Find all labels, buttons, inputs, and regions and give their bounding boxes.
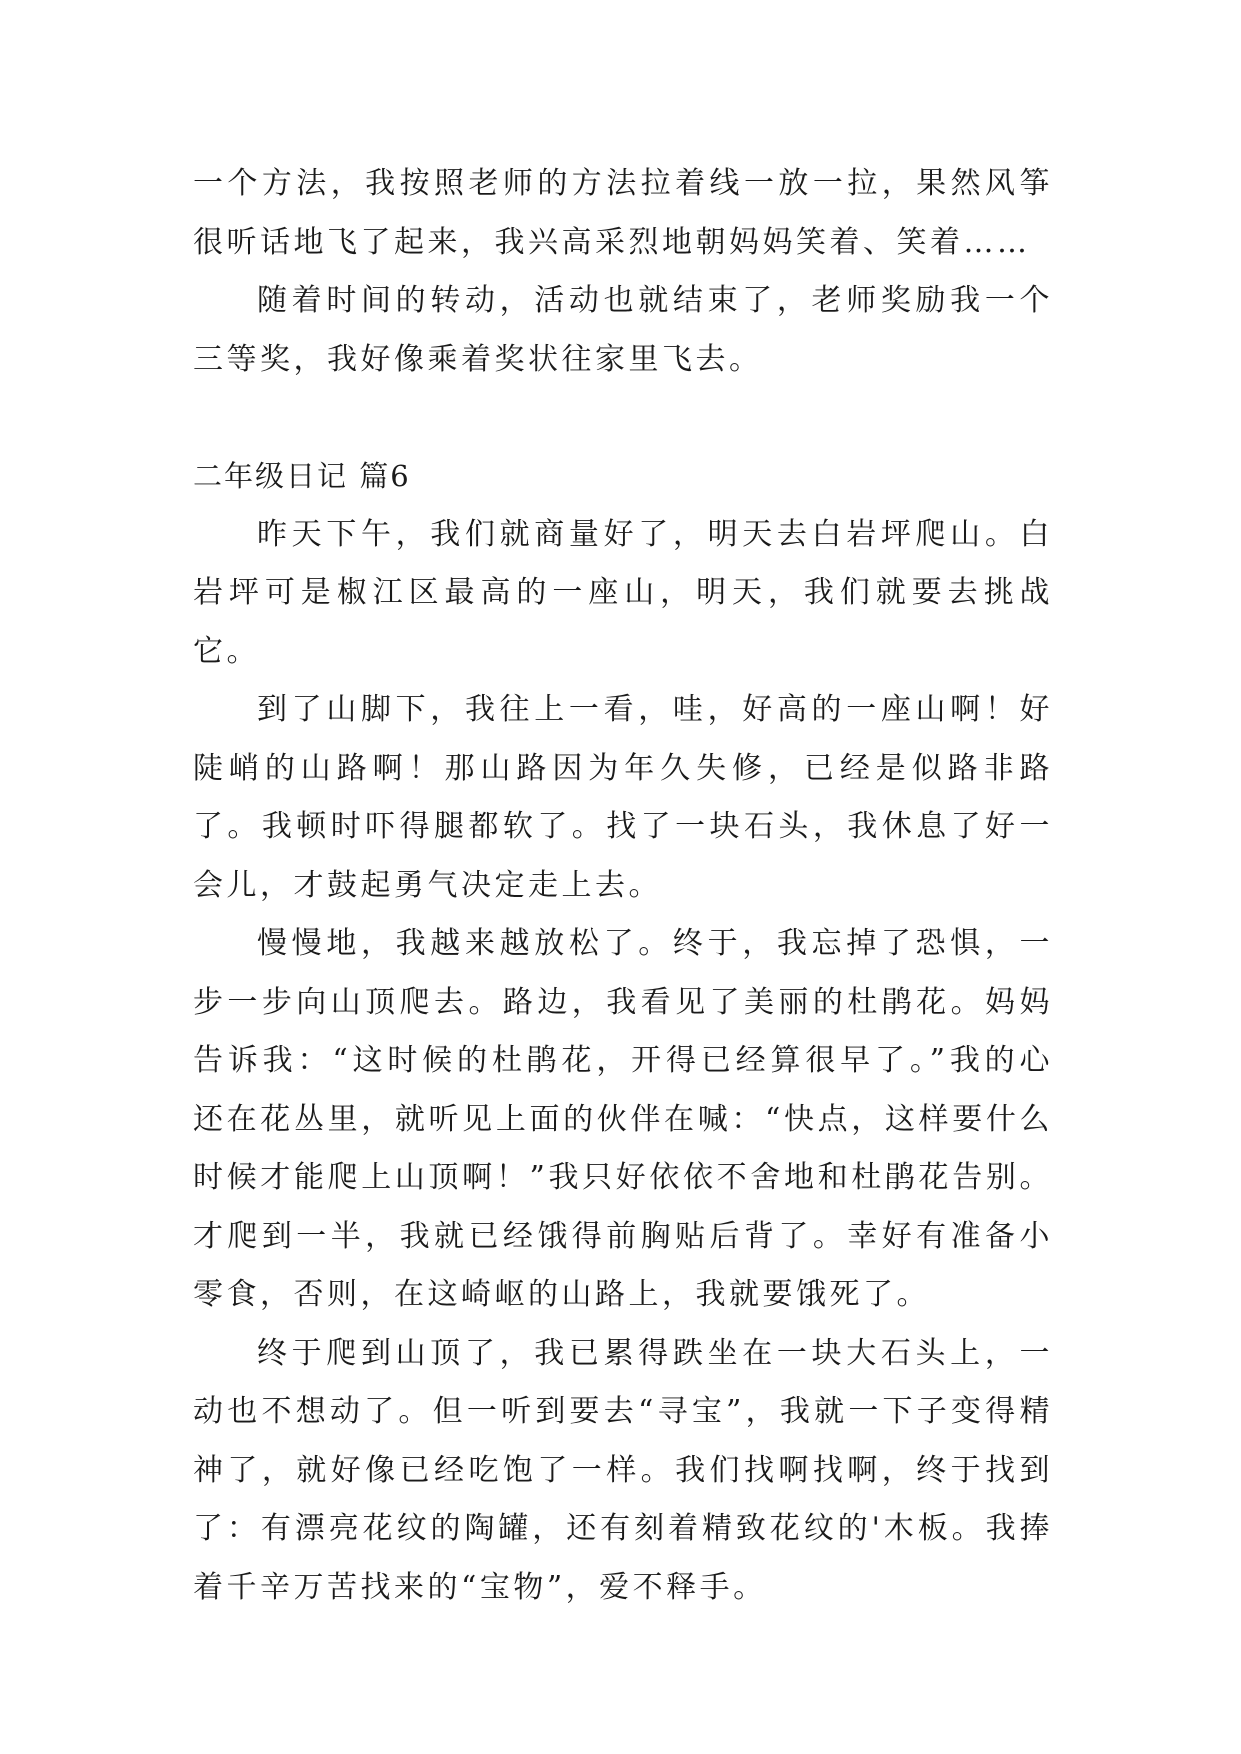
continued-paragraph: 一个方法，我按照老师的方法拉着线一放一拉，果然风筝很听话地飞了起来，我兴高采烈地朝妈妈笑着、笑着…… xyxy=(193,166,1053,260)
document-page xyxy=(193,155,1053,1617)
section-spacer xyxy=(193,389,1053,447)
body-paragraph: 到了山脚下，我往上一看，哇，好高的一座山啊！好陡峭的山路啊！那山路因为年久失修，已经是似路非路了。我顿时吓得腿都软了。找了一块石头，我休息了好一会儿，才鼓起勇气决定走上去。 xyxy=(193,692,1053,903)
body-paragraph: 终于爬到山顶了，我已累得跌坐在一块大石头上，一动也不想动了。但一听到要去“寻宝”，我就一下子变得精神了，就好像已经吃饱了一样。我们找啊找啊，终于找到了：有漂亮花纹的陶罐，还有刻着精致花纹的'木板。我捧着千辛万苦找来的“宝物”，爱不释手。 xyxy=(193,1335,1053,1605)
body-paragraph: 慢慢地，我越来越放松了。终于，我忘掉了恐惧，一步一步向山顶爬去。路边，我看见了美丽的杜鹃花。妈妈告诉我：“这时候的杜鹃花，开得已经算很早了。”我的心还在花丛里，就听见上面的伙伴在喊：“快点，这样要什么时候才能爬上山顶啊！”我只好依依不舍地和杜鹃花告别。才爬到一半，我就已经饿得前胸贴后背了。幸好有准备小零食，否则，在这崎岖的山路上，我就要饿死了。 xyxy=(193,926,1053,1312)
section-title: 二年级日记 篇6 xyxy=(193,459,411,493)
body-paragraph: 昨天下午，我们就商量好了，明天去白岩坪爬山。白岩坪可是椒江区最高的一座山，明天，我们就要去挑战它。 xyxy=(193,516,1053,669)
continued-paragraph-ending: 随着时间的转动，活动也就结束了，老师奖励我一个三等奖，我好像乘着奖状往家里飞去。 xyxy=(193,283,1053,377)
